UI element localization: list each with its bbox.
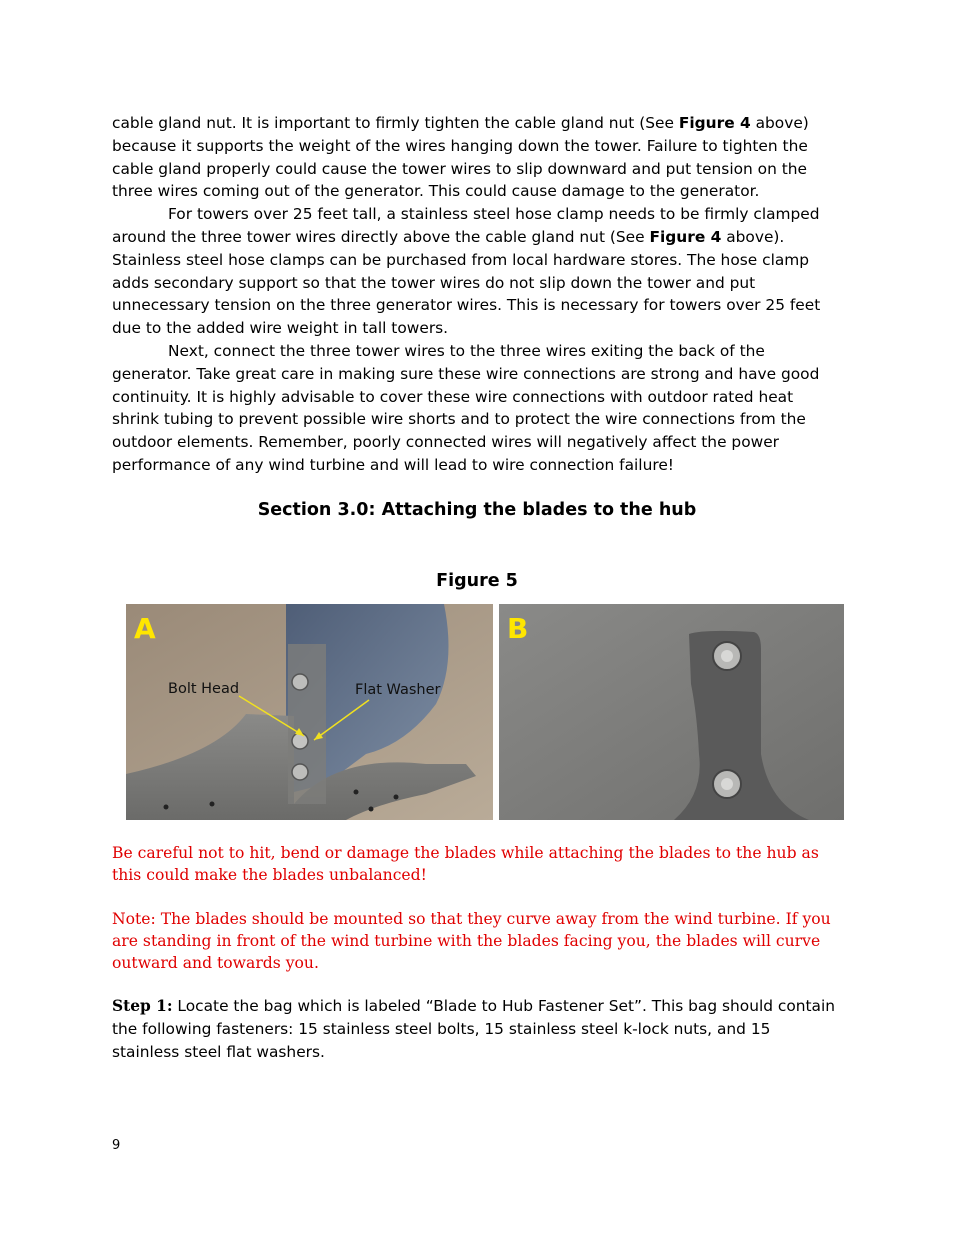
photo-b-letter: B <box>507 612 529 645</box>
section-heading: Section 3.0: Attaching the blades to the hub <box>257 500 697 520</box>
paragraph-hose-clamp <box>112 203 840 340</box>
paragraph-text: above). Stainless steel hose clamps can be purchased from local hardware stores. The hose clamp adds secondary support so that the tower wires do not slip down the tower and put unnecessary tension on the three generator wires. This is necessary for towers over 25 feet due to the added wire weight in tall towers. <box>112 227 821 338</box>
step-1-text: Locate the bag which is labeled “Blade to Hub Fastener Set”. This bag should contain the following fasteners: 15 stainless steel bolts, 15 stainless steel k-lock nuts, and 15 stainless steel flat washers. <box>112 997 836 1061</box>
flat-washer-label: Flat Washer <box>355 682 441 698</box>
caution-text: Be careful not to hit, bend or damage the blades while attaching the blades to the hub as this could make the blades unbalanced! <box>112 844 819 884</box>
paragraph-text: For towers over 25 feet tall, a stainless steel hose clamp needs to be firmly clamped around the three tower wires directly above the cable gland nut (See <box>112 205 820 246</box>
caution-note <box>112 842 840 886</box>
mounting-note-text: Note: The blades should be mounted so that they curve away from the wind turbine. If you are standing in front of the wind turbine with the blades facing you, the blades will curve outward and towards you. <box>112 910 831 972</box>
figure-reference: Figure 4 <box>649 227 722 246</box>
photo-a-letter: A <box>134 612 156 645</box>
mounting-note <box>112 908 840 974</box>
figure-title: Figure 5 <box>436 571 518 591</box>
paragraph-text: cable gland nut. It is important to firmly tighten the cable gland nut (See <box>112 114 679 132</box>
step-1-label: Step 1: <box>112 997 173 1015</box>
paragraph-cable-gland <box>112 112 840 203</box>
figure-photo-b <box>499 604 844 820</box>
paragraph-wire-connections: Next, connect the three tower wires to the three wires exiting the back of the generator. Take great care in making sure these wire connections are strong and have good continuity. It is highly advisable to cover these wire connections with outdoor rated heat shrink tubing to prevent possible wire shorts and to protect the wire connections from the outdoor elements. Remember, poorly connected wires will negatively affect the power performance of any wind turbine and will lead to wire connection failure! <box>112 341 820 474</box>
photo-a-illustration <box>126 604 493 820</box>
figure-reference: Figure 4 <box>678 114 751 132</box>
bolt-head-label: Bolt Head <box>168 681 240 697</box>
page-number: 9 <box>112 1138 121 1153</box>
paragraph-text: above) because it supports the weight of the wires hanging down the tower. Failure to tighten the cable gland properly could cause the tower wires to slip downward and put tension on the three wires coming out of the generator. This could cause damage to the generator. <box>112 114 809 201</box>
body-text-block <box>112 112 840 477</box>
photo-b-illustration <box>499 604 844 820</box>
step-1 <box>112 995 840 1063</box>
figure-photo-a <box>126 604 493 820</box>
